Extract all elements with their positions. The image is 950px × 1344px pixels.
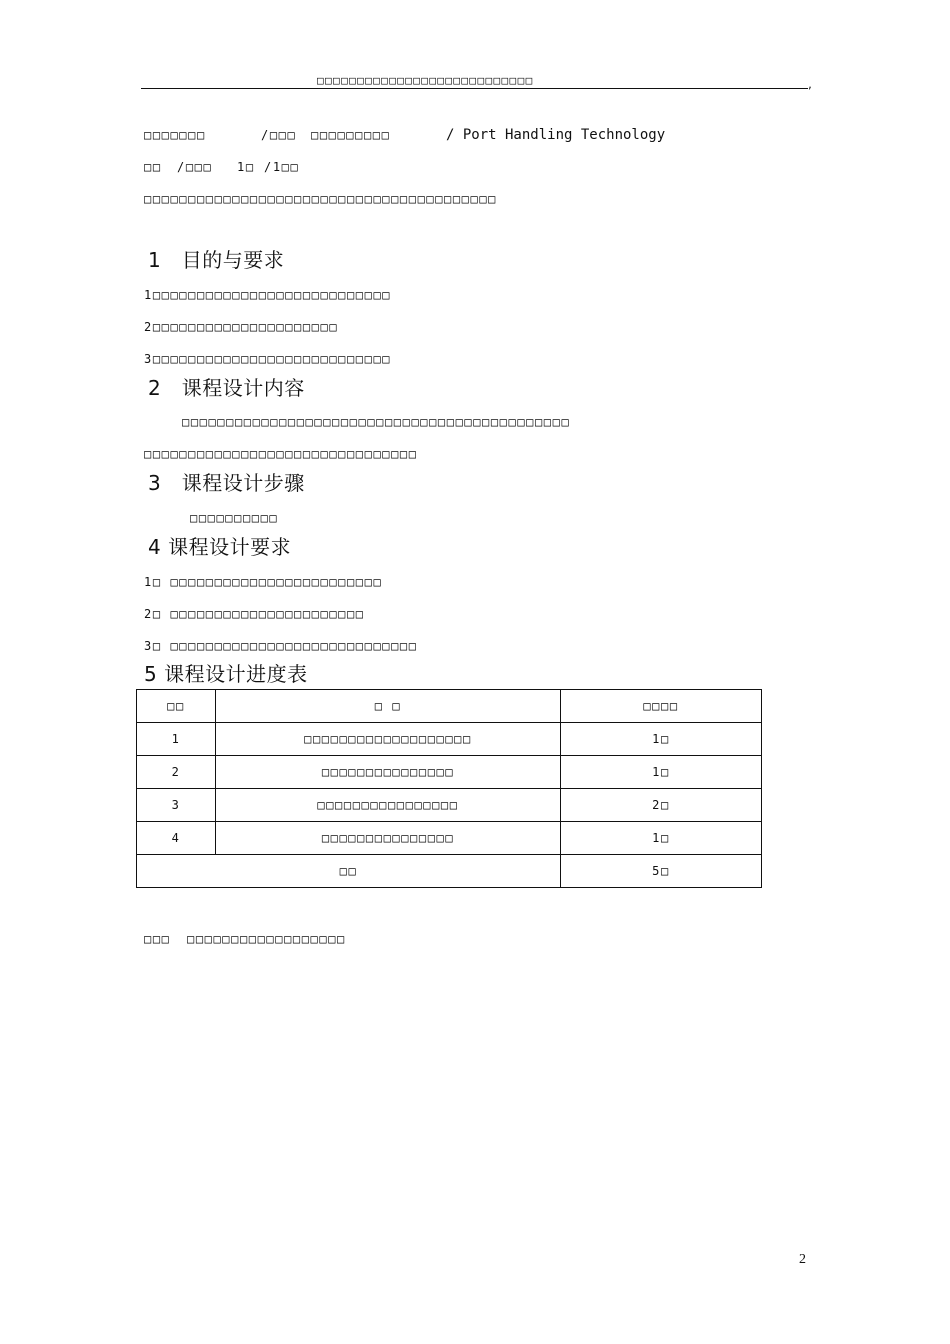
table-header-row: [137, 690, 762, 723]
section-2-line-1: □□□□□□□□□□□□□□□□□□□□□□□□□□□□□□□□□□□□□□□□□□□□: [182, 415, 571, 429]
table-total-value: 5□: [561, 855, 762, 888]
section-2-line-2: □□□□□□□□□□□□□□□□□□□□□□□□□□□□□□□: [144, 447, 418, 461]
credit-label: □□: [144, 160, 162, 174]
table-cell: 1□: [561, 822, 762, 855]
table-cell: 1: [137, 723, 216, 756]
table-row: [137, 822, 762, 855]
course-name-value: □□□□□□□□□: [311, 128, 391, 142]
section-1-line-1: 1□□□□□□□□□□□□□□□□□□□□□□□□□□□: [144, 288, 392, 302]
table-cell: □□□□□□□□□□□□□□□: [216, 756, 561, 789]
header-mark: ,: [807, 80, 814, 91]
section-heading-2: 2 课程设计内容: [148, 376, 305, 400]
applicable-major: □□□□□□□□□□□□□□□□□□□□□□□□□□□□□□□□□□□□□□□□: [144, 192, 497, 206]
course-name-en: / Port Handling Technology: [446, 127, 666, 143]
table-cell: 1□: [561, 723, 762, 756]
credit-weeks: 1□: [237, 160, 255, 174]
course-name-cn: □□□□□□□: [144, 128, 206, 142]
table-cell: 1□: [561, 756, 762, 789]
section-heading-4: 4 课程设计要求: [148, 535, 292, 559]
table-row: [137, 756, 762, 789]
table-row: [137, 789, 762, 822]
schedule-table: [136, 689, 762, 888]
note-label: □□□: [144, 932, 171, 946]
table-cell: 3: [137, 789, 216, 822]
running-header: □□□□□□□□□□□□□□□□□□□□□□□□□□□: [317, 74, 534, 87]
section-4-line-1: 1□ □□□□□□□□□□□□□□□□□□□□□□□□: [144, 575, 383, 589]
note-text: □□□□□□□□□□□□□□□□□□: [187, 932, 346, 946]
table-cell: 4: [137, 822, 216, 855]
table-row: [137, 723, 762, 756]
credit-value: /1□□: [264, 160, 300, 174]
table-cell: □□□□□□□□□□□□□□□□: [216, 789, 561, 822]
section-heading-1: 1 目的与要求: [148, 248, 285, 272]
table-header-cell: □□: [137, 690, 216, 723]
course-name-sep: /□□□: [261, 128, 297, 142]
section-heading-3: 3 课程设计步骤: [148, 471, 305, 495]
table-total-row: [137, 855, 762, 888]
table-cell: 2: [137, 756, 216, 789]
credit-sep: /□□□: [177, 160, 213, 174]
header-rule: [141, 88, 808, 89]
table-cell: □□□□□□□□□□□□□□□: [216, 822, 561, 855]
table-total-label: □□: [137, 855, 561, 888]
section-heading-5: 5 课程设计进度表: [144, 662, 308, 686]
section-1-line-3: 3□□□□□□□□□□□□□□□□□□□□□□□□□□□: [144, 352, 392, 366]
table-cell: □□□□□□□□□□□□□□□□□□□: [216, 723, 561, 756]
section-4-line-2: 2□ □□□□□□□□□□□□□□□□□□□□□□: [144, 607, 365, 621]
section-3-line-1: □□□□□□□□□□: [190, 511, 279, 525]
table-header-cell: □□□□: [561, 690, 762, 723]
section-4-line-3: 3□ □□□□□□□□□□□□□□□□□□□□□□□□□□□□: [144, 639, 418, 653]
page-number: 2: [799, 1252, 806, 1267]
section-1-line-2: 2□□□□□□□□□□□□□□□□□□□□□: [144, 320, 339, 334]
table-cell: 2□: [561, 789, 762, 822]
table-header-cell: □ □: [216, 690, 561, 723]
